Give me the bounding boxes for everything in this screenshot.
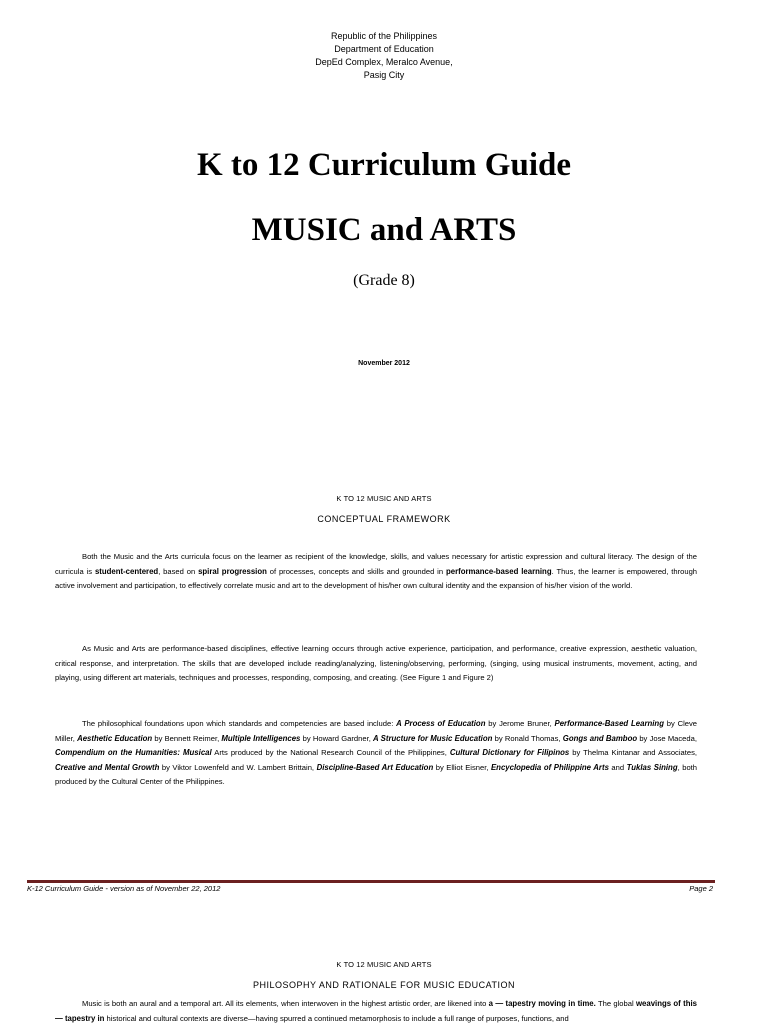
subject-title: MUSIC and ARTS xyxy=(251,212,517,248)
grade-label: (Grade 8) xyxy=(353,272,415,289)
section1-label: K TO 12 MUSIC AND ARTS xyxy=(336,494,432,503)
header-address xyxy=(0,30,768,82)
document-title: K to 12 Curriculum Guide xyxy=(196,147,571,183)
section2-paragraph-1: Music is both an aural and a temporal art. All its elements, when interwoven in the highest artistic order, are likened into a — tapestry moving in time. The global weavings of this — tapestry in historical and cultural contexts are diverse—having spurred a continued metamorphosis to include a full range of purposes, functions, and xyxy=(55,999,698,1023)
footer-rule xyxy=(27,880,715,883)
section1-paragraph-2: As Music and Arts are performance-based disciplines, effective learning occurs through active experience, participation, and performance, creative expression, aesthetic valuation, critical response, and interpretation. The skills that are developed include reading/analyzing, listening/observing, performing, (singing, using musical instruments, movement, acting, and playing, using different art materials, techniques and processes, responding, composing, and creating. (See Figure 1 and Figure 2) xyxy=(55,644,697,683)
header-line-department: Department of Education xyxy=(334,44,434,54)
footer-version: K-12 Curriculum Guide - version as of November 22, 2012 xyxy=(27,884,221,893)
header-line-city: Pasig City xyxy=(363,70,405,80)
section2-subtitle: PHILOSOPHY AND RATIONALE FOR MUSIC EDUCATION xyxy=(252,980,516,990)
footer-page-number: Page 2 xyxy=(689,884,713,893)
cover-date: November 2012 xyxy=(358,360,410,367)
header-line-complex: DepEd Complex, Meralco Avenue, xyxy=(315,57,453,67)
section2-label: K TO 12 MUSIC AND ARTS xyxy=(336,960,432,969)
header-line-republic: Republic of the Philippines xyxy=(330,31,438,41)
section1-paragraph-1: Both the Music and the Arts curricula focus on the learner as recipient of the knowledge, skills, and values necessary for artistic expression and cultural literacy. The design of the curricula is student-centered, based on spiral progression of processes, concepts and skills and grounded in performance-based learning. Thus, the learner is empowered, through active involvement and participation, to effectively correlate music and art to the development of his/her own cultural identity and the expansion of his/her vision of the world. xyxy=(55,552,698,591)
section1-subtitle: CONCEPTUAL FRAMEWORK xyxy=(317,514,451,524)
section1-paragraph-3: The philosophical foundations upon which standards and competencies are based include: A Process of Education by Jerome Bruner, Performance-Based Learning by Cleve Miller, Aesthetic Education by Bennett Reimer, Multiple Intelligences by Howard Gardner, A Structure for Music Education by Ronald Thomas, Gongs and Bamboo by Jose Maceda, Compendium on the Humanities: Musical Arts produced by the National Research Council of the Philippines, Cultural Dictionary for Filipinos by Thelma Kintanar and Associates, Creative and Mental Growth by Viktor Lowenfeld and W. Lambert Brittain, Discipline-Based Art Education by Elliot Eisner, Encyclopedia of Philippine Arts and Tuklas Sining, both produced by the Cultural Center of the Philippines. xyxy=(55,719,698,787)
